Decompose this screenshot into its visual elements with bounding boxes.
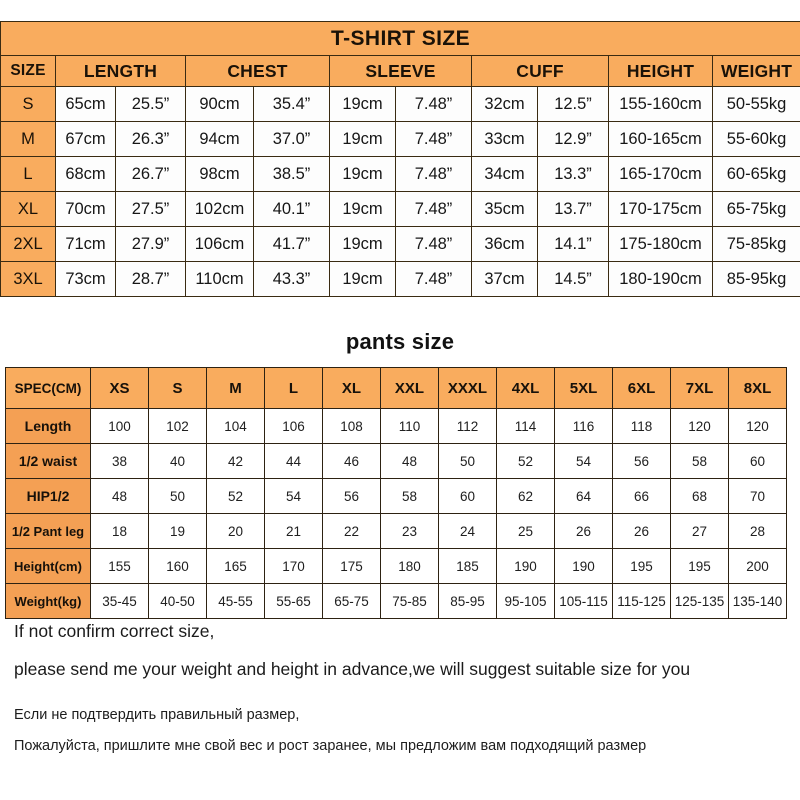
tshirt-cell-length-cm: 70cm: [56, 192, 116, 227]
pants-cell: 66: [613, 479, 671, 514]
pants-cell: 85-95: [439, 584, 497, 619]
pants-cell: 18: [91, 514, 149, 549]
tshirt-cell-cuff-cm: 33cm: [472, 122, 538, 157]
pants-cell: 54: [555, 444, 613, 479]
pants-header-size: 5XL: [555, 368, 613, 409]
tshirt-cell-sleeve-cm: 19cm: [330, 122, 396, 157]
pants-header-size: 7XL: [671, 368, 729, 409]
tshirt-cell-weight: 85-95kg: [713, 262, 800, 297]
tshirt-cell-length-in: 28.7”: [116, 262, 186, 297]
pants-cell: 44: [265, 444, 323, 479]
tshirt-cell-size: XL: [1, 192, 56, 227]
pants-cell: 105-115: [555, 584, 613, 619]
pants-cell: 60: [729, 444, 787, 479]
tshirt-cell-weight: 60-65kg: [713, 157, 800, 192]
pants-cell: 48: [381, 444, 439, 479]
tshirt-cell-sleeve-in: 7.48”: [396, 122, 472, 157]
table-row: [6, 479, 787, 514]
pants-cell: 52: [207, 479, 265, 514]
pants-size-table: [5, 367, 787, 619]
tshirt-cell-chest-in: 40.1”: [254, 192, 330, 227]
pants-cell: 56: [613, 444, 671, 479]
tshirt-header-weight: WEIGHT: [713, 56, 800, 87]
pants-cell: 95-105: [497, 584, 555, 619]
tshirt-cell-length-in: 27.9”: [116, 227, 186, 262]
pants-cell: 28: [729, 514, 787, 549]
table-row: [6, 549, 787, 584]
pants-cell: 106: [265, 409, 323, 444]
tshirt-cell-cuff-cm: 36cm: [472, 227, 538, 262]
pants-row-label: HIP1/2: [6, 479, 91, 514]
tshirt-cell-sleeve-cm: 19cm: [330, 157, 396, 192]
tshirt-cell-sleeve-in: 7.48”: [396, 262, 472, 297]
pants-row-label: Length: [6, 409, 91, 444]
note-russian-line2: Пожалуйста, пришлите мне свой вес и рост заранее, мы предложим вам подходящий размер: [14, 737, 647, 754]
tshirt-title-row: [1, 22, 800, 56]
pants-cell: 115-125: [613, 584, 671, 619]
pants-cell: 48: [91, 479, 149, 514]
tshirt-cell-chest-cm: 94cm: [186, 122, 254, 157]
pants-cell: 120: [671, 409, 729, 444]
pants-cell: 24: [439, 514, 497, 549]
pants-cell: 118: [613, 409, 671, 444]
tshirt-cell-height: 155-160cm: [609, 87, 713, 122]
pants-header-size: S: [149, 368, 207, 409]
pants-cell: 23: [381, 514, 439, 549]
pants-cell: 68: [671, 479, 729, 514]
tshirt-cell-sleeve-cm: 19cm: [330, 87, 396, 122]
pants-header-size: 8XL: [729, 368, 787, 409]
pants-cell: 26: [613, 514, 671, 549]
tshirt-header-cuff: CUFF: [472, 56, 609, 87]
pants-cell: 114: [497, 409, 555, 444]
tshirt-cell-weight: 65-75kg: [713, 192, 800, 227]
pants-cell: 155: [91, 549, 149, 584]
table-row: [1, 122, 800, 157]
tshirt-cell-size: M: [1, 122, 56, 157]
pants-cell: 21: [265, 514, 323, 549]
pants-cell: 58: [671, 444, 729, 479]
pants-cell: 108: [323, 409, 381, 444]
pants-cell: 102: [149, 409, 207, 444]
pants-cell: 42: [207, 444, 265, 479]
pants-row-label: 1/2 Pant leg: [6, 514, 91, 549]
pants-cell: 20: [207, 514, 265, 549]
tshirt-cell-cuff-in: 12.5”: [538, 87, 609, 122]
tshirt-cell-length-in: 26.7”: [116, 157, 186, 192]
notes-block: [14, 623, 794, 753]
pants-header-size: XXL: [381, 368, 439, 409]
tshirt-cell-sleeve-cm: 19cm: [330, 192, 396, 227]
tshirt-cell-sleeve-in: 7.48”: [396, 87, 472, 122]
tshirt-cell-sleeve-in: 7.48”: [396, 157, 472, 192]
tshirt-header-length: LENGTH: [56, 56, 186, 87]
pants-cell: 50: [149, 479, 207, 514]
pants-cell: 26: [555, 514, 613, 549]
pants-cell: 46: [323, 444, 381, 479]
pants-header-spec: SPEC(CM): [6, 368, 91, 409]
tshirt-cell-sleeve-in: 7.48”: [396, 192, 472, 227]
pants-cell: 25: [497, 514, 555, 549]
tshirt-cell-cuff-in: 14.1”: [538, 227, 609, 262]
pants-cell: 19: [149, 514, 207, 549]
note-russian-line1: Если не подтвердить правильный размер,: [14, 707, 300, 723]
tshirt-cell-height: 175-180cm: [609, 227, 713, 262]
tshirt-cell-height: 160-165cm: [609, 122, 713, 157]
pants-cell: 35-45: [91, 584, 149, 619]
table-row: [1, 87, 800, 122]
pants-cell: 112: [439, 409, 497, 444]
tshirt-cell-cuff-cm: 32cm: [472, 87, 538, 122]
pants-cell: 22: [323, 514, 381, 549]
pants-cell: 64: [555, 479, 613, 514]
pants-cell: 50: [439, 444, 497, 479]
pants-cell: 75-85: [381, 584, 439, 619]
tshirt-cell-size: 2XL: [1, 227, 56, 262]
tshirt-cell-chest-cm: 102cm: [186, 192, 254, 227]
pants-header-size: M: [207, 368, 265, 409]
pants-cell: 195: [613, 549, 671, 584]
pants-cell: 45-55: [207, 584, 265, 619]
pants-row-label: 1/2 waist: [6, 444, 91, 479]
tshirt-header-sleeve: SLEEVE: [330, 56, 472, 87]
tshirt-cell-length-cm: 67cm: [56, 122, 116, 157]
pants-cell: 56: [323, 479, 381, 514]
tshirt-cell-sleeve-cm: 19cm: [330, 262, 396, 297]
pants-cell: 65-75: [323, 584, 381, 619]
pants-cell: 120: [729, 409, 787, 444]
pants-size-table-container: [5, 367, 786, 619]
pants-cell: 104: [207, 409, 265, 444]
pants-cell: 190: [497, 549, 555, 584]
table-row: [6, 584, 787, 619]
tshirt-cell-length-in: 27.5”: [116, 192, 186, 227]
tshirt-cell-height: 180-190cm: [609, 262, 713, 297]
pants-cell: 38: [91, 444, 149, 479]
tshirt-size-table: [0, 21, 800, 297]
pants-cell: 180: [381, 549, 439, 584]
tshirt-cell-length-in: 25.5”: [116, 87, 186, 122]
tshirt-cell-length-cm: 73cm: [56, 262, 116, 297]
pants-header-size: XL: [323, 368, 381, 409]
pants-header-size: 4XL: [497, 368, 555, 409]
tshirt-cell-height: 165-170cm: [609, 157, 713, 192]
pants-cell: 125-135: [671, 584, 729, 619]
pants-row-label: Weight(kg): [6, 584, 91, 619]
table-row: [1, 157, 800, 192]
tshirt-cell-chest-cm: 90cm: [186, 87, 254, 122]
tshirt-cell-size: S: [1, 87, 56, 122]
pants-header-row: [6, 368, 787, 409]
tshirt-cell-sleeve-in: 7.48”: [396, 227, 472, 262]
tshirt-cell-cuff-in: 12.9”: [538, 122, 609, 157]
pants-cell: 40: [149, 444, 207, 479]
pants-cell: 60: [439, 479, 497, 514]
pants-row-label: Height(cm): [6, 549, 91, 584]
pants-cell: 27: [671, 514, 729, 549]
pants-cell: 190: [555, 549, 613, 584]
table-row: [6, 514, 787, 549]
pants-cell: 135-140: [729, 584, 787, 619]
table-row: [1, 192, 800, 227]
tshirt-cell-size: 3XL: [1, 262, 56, 297]
tshirt-cell-chest-in: 43.3”: [254, 262, 330, 297]
pants-cell: 195: [671, 549, 729, 584]
tshirt-cell-height: 170-175cm: [609, 192, 713, 227]
tshirt-cell-length-cm: 68cm: [56, 157, 116, 192]
tshirt-cell-chest-in: 38.5”: [254, 157, 330, 192]
pants-size-title: pants size: [345, 329, 455, 354]
tshirt-cell-chest-in: 41.7”: [254, 227, 330, 262]
tshirt-cell-sleeve-cm: 19cm: [330, 227, 396, 262]
pants-cell: 185: [439, 549, 497, 584]
pants-cell: 62: [497, 479, 555, 514]
tshirt-header-row: [1, 56, 800, 87]
table-row: [6, 409, 787, 444]
tshirt-cell-chest-cm: 110cm: [186, 262, 254, 297]
tshirt-cell-cuff-cm: 35cm: [472, 192, 538, 227]
pants-cell: 70: [729, 479, 787, 514]
tshirt-title: T-SHIRT SIZE: [1, 22, 800, 56]
pants-header-size: 6XL: [613, 368, 671, 409]
pants-header-size: L: [265, 368, 323, 409]
note-english-line1: If not confirm correct size,: [14, 621, 215, 641]
pants-cell: 200: [729, 549, 787, 584]
tshirt-cell-chest-cm: 106cm: [186, 227, 254, 262]
tshirt-cell-cuff-in: 13.3”: [538, 157, 609, 192]
tshirt-cell-weight: 75-85kg: [713, 227, 800, 262]
pants-cell: 54: [265, 479, 323, 514]
tshirt-cell-length-in: 26.3”: [116, 122, 186, 157]
tshirt-header-size: SIZE: [1, 56, 56, 87]
tshirt-cell-weight: 50-55kg: [713, 87, 800, 122]
pants-cell: 175: [323, 549, 381, 584]
table-row: [1, 262, 800, 297]
tshirt-cell-chest-in: 35.4”: [254, 87, 330, 122]
tshirt-cell-cuff-in: 14.5”: [538, 262, 609, 297]
tshirt-header-height: HEIGHT: [609, 56, 713, 87]
tshirt-cell-cuff-cm: 34cm: [472, 157, 538, 192]
tshirt-header-chest: CHEST: [186, 56, 330, 87]
tshirt-cell-length-cm: 71cm: [56, 227, 116, 262]
pants-cell: 165: [207, 549, 265, 584]
pants-header-size: XXXL: [439, 368, 497, 409]
pants-header-size: XS: [91, 368, 149, 409]
tshirt-cell-length-cm: 65cm: [56, 87, 116, 122]
pants-cell: 160: [149, 549, 207, 584]
tshirt-cell-cuff-cm: 37cm: [472, 262, 538, 297]
tshirt-cell-weight: 55-60kg: [713, 122, 800, 157]
pants-cell: 170: [265, 549, 323, 584]
note-english-line2: please send me your weight and height in advance,we will suggest suitable size for you: [14, 658, 691, 679]
table-row: [6, 444, 787, 479]
pants-cell: 55-65: [265, 584, 323, 619]
tshirt-cell-chest-in: 37.0”: [254, 122, 330, 157]
pants-cell: 40-50: [149, 584, 207, 619]
pants-cell: 58: [381, 479, 439, 514]
table-row: [1, 227, 800, 262]
tshirt-cell-size: L: [1, 157, 56, 192]
tshirt-cell-chest-cm: 98cm: [186, 157, 254, 192]
tshirt-size-table-container: [0, 21, 800, 297]
pants-cell: 110: [381, 409, 439, 444]
pants-cell: 52: [497, 444, 555, 479]
pants-cell: 116: [555, 409, 613, 444]
pants-cell: 100: [91, 409, 149, 444]
tshirt-cell-cuff-in: 13.7”: [538, 192, 609, 227]
